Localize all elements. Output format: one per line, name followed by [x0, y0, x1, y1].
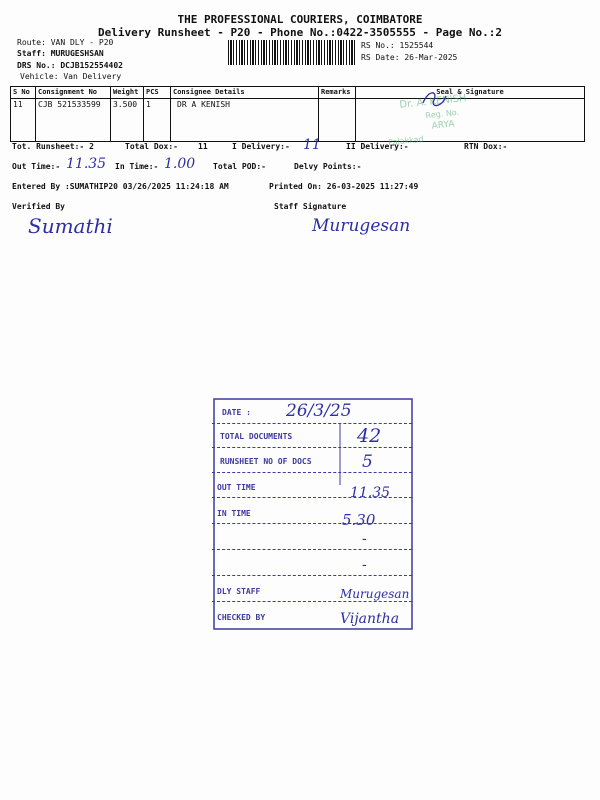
stamp-dly-staff-label: DLY STAFF: [217, 587, 261, 596]
cell-consignee: DR A KENISH: [171, 99, 319, 142]
total-dox-label: Total Dox:-: [125, 142, 178, 151]
col-header-sno: S No: [11, 87, 36, 99]
stamp-total-docs-value: 42: [357, 425, 382, 447]
out-time-handwritten: 11.35: [66, 156, 107, 172]
cell-weight: 3.500: [111, 99, 144, 142]
seal-line-3: ARYA: [431, 119, 456, 132]
stamp-row-in-time: [212, 503, 412, 529]
col-header-consignee: Consignee Details: [171, 87, 319, 99]
stamp-checked-by-label: CHECKED BY: [217, 613, 266, 622]
ii-delivery-label: II Delivery:-: [346, 142, 409, 151]
stamp-runsheet-value: 5: [362, 452, 373, 472]
seal-signature-scribble: [420, 88, 450, 112]
delvy-points-label: Delvy Points:-: [294, 162, 362, 171]
cell-remarks: [319, 99, 356, 142]
stamp-row-date: [212, 401, 412, 424]
route-text: Route: VAN DLY - P20: [17, 38, 114, 47]
stamp-date-label: DATE :: [222, 408, 251, 417]
barcode: [228, 40, 355, 65]
total-pod-label: Total POD:-: [213, 162, 266, 171]
i-delivery-label: I Delivery:-: [232, 142, 290, 151]
verified-by-signature: Sumathi: [28, 214, 113, 238]
stamp-out-time-value: 11.35: [350, 485, 391, 501]
stamp-row-runsheet: [212, 452, 412, 473]
cell-consignment: CJB 521533599: [36, 99, 111, 142]
stamp-row6-value: -: [362, 557, 367, 573]
entered-by: Entered By :SUMATHIP20 03/26/2025 11:24:18 AM: [12, 182, 229, 191]
col-header-remarks: Remarks: [319, 87, 356, 99]
stamp-row-checked-by: [212, 607, 412, 627]
office-stamp: [212, 395, 415, 635]
tot-runsheet: Tot. Runsheet:- 2: [12, 142, 94, 151]
company-title: THE PROFESSIONAL COURIERS, COIMBATORE: [177, 13, 423, 26]
staff-signature-label: Staff Signature: [274, 202, 347, 211]
stamp-in-time-value: 5.30: [342, 511, 376, 529]
stamp-row5-value: -: [362, 531, 367, 547]
drs-number: DRS No.: DCJB152554402: [17, 61, 123, 70]
stamp-date-value: 26/3/25: [286, 401, 352, 421]
col-header-seal: Seal & Signature: [356, 87, 585, 99]
stamp-total-docs-label: TOTAL DOCUMENTS: [220, 432, 293, 441]
stamp-row-out-time: [212, 477, 412, 501]
stamp-runsheet-label: RUNSHEET NO OF DOCS: [220, 457, 312, 466]
seal-line-1: Dr. A. KENISH: [398, 92, 468, 111]
vehicle-text: Vehicle: Van Delivery: [20, 72, 122, 81]
cell-sno: 11: [11, 99, 36, 142]
col-header-weight: Weight: [111, 87, 144, 99]
rs-date: RS Date: 26-Mar-2025: [361, 53, 458, 62]
staff-signature: Murugesan: [312, 216, 411, 236]
col-header-consignment: Consignment No: [36, 87, 111, 99]
printed-on: Printed On: 26-03-2025 11:27:49: [269, 182, 419, 191]
runsheet-subtitle: Delivery Runsheet - P20 - Phone No.:0422-3505555 - Page No.:2: [98, 26, 502, 39]
in-time-label: In Time:-: [115, 162, 159, 171]
stamp-row-6: [212, 555, 412, 576]
stamp-dly-staff-value: Murugesan: [340, 587, 410, 601]
staff-text: Staff: MURUGESHSAN: [17, 49, 104, 58]
stamp-checked-by-value: Vijantha: [340, 611, 400, 627]
in-time-handwritten: 1.00: [164, 156, 196, 172]
i-delivery-handwritten: 11: [303, 137, 321, 153]
stamp-out-time-label: OUT TIME: [217, 483, 256, 492]
col-header-pcs: PCS: [144, 87, 171, 99]
stamp-row-dly-staff: [212, 581, 412, 602]
stamp-row-5: [212, 529, 412, 550]
stamp-row-total-docs: [212, 427, 412, 448]
verified-by-label: Verified By: [12, 202, 65, 211]
out-time-label: Out Time:-: [12, 162, 61, 171]
stamp-in-time-label: IN TIME: [217, 509, 251, 518]
seal-line-4: Palakkad: [387, 134, 425, 148]
total-dox-value: 11: [198, 142, 208, 151]
cell-pcs: 1: [144, 99, 171, 142]
rtn-dox-label: RTN Dox:-: [464, 142, 508, 151]
seal-line-2: Reg. No.: [425, 107, 460, 121]
rs-number: RS No.: 1525544: [361, 41, 434, 50]
